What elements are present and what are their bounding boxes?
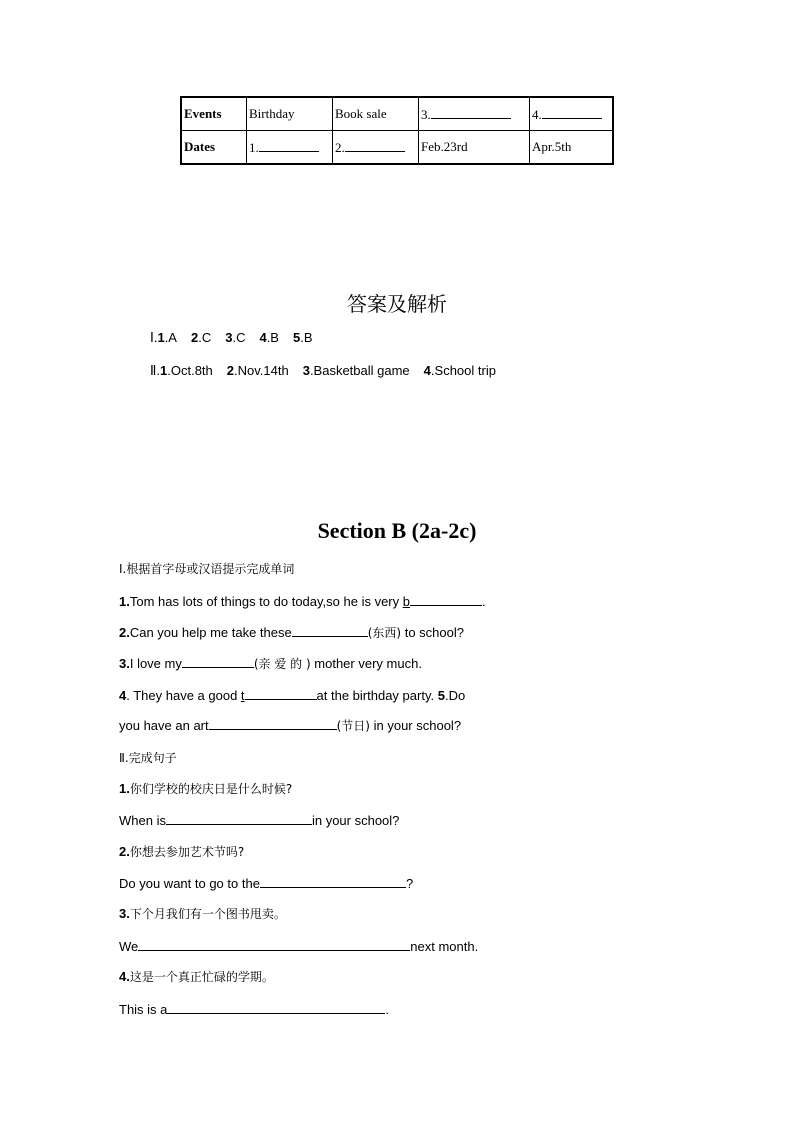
chinese-sentence: 你们学校的校庆日是什么时候? <box>129 782 293 796</box>
question-number: 1. <box>119 594 130 609</box>
answer-blank[interactable] <box>245 686 317 700</box>
answer-number: 4 <box>423 363 431 378</box>
answer-number: 3 <box>225 330 233 345</box>
question-text: .Do <box>444 688 466 703</box>
question-4 <box>119 686 465 703</box>
answers-part1 <box>150 330 313 346</box>
answer-blank[interactable] <box>259 138 319 152</box>
question-text: This is a <box>119 1002 168 1017</box>
question-text: We <box>119 939 139 954</box>
answer-blank[interactable] <box>345 138 405 152</box>
question-text: in your school? <box>311 813 400 828</box>
answer-blank[interactable] <box>166 811 312 825</box>
chinese-hint: (节日) <box>336 719 370 733</box>
question-text: . <box>481 594 486 609</box>
answer-blank[interactable] <box>410 592 482 606</box>
blank-number: 4. <box>532 107 542 122</box>
sentence-1-chinese <box>119 780 292 797</box>
row-header-dates: Dates <box>181 131 247 165</box>
answer-number: 1 <box>157 330 165 345</box>
answer-number: 2 <box>226 363 235 378</box>
answer-blank[interactable] <box>431 105 511 119</box>
question-text: Can you help me take these <box>129 625 292 640</box>
answer-text: .C <box>198 330 212 345</box>
chinese-sentence: 这是一个真正忙碌的学期。 <box>129 970 274 984</box>
question-number: 3. <box>119 906 130 921</box>
question-text: ? <box>405 876 414 891</box>
question-5 <box>119 716 461 734</box>
answer-text: .B <box>266 330 279 345</box>
sentence-4-english <box>119 1000 389 1017</box>
question-text: . <box>385 1002 390 1017</box>
answer-blank[interactable] <box>292 623 368 637</box>
table-cell <box>530 97 614 131</box>
table-cell: Book sale <box>333 97 419 131</box>
table-cell: Feb.23rd <box>419 131 530 165</box>
question-text: mother very much. <box>310 656 422 671</box>
question-3 <box>119 654 422 672</box>
part1-heading: Ⅰ.根据首字母或汉语提示完成单词 <box>119 562 295 576</box>
answer-text: .B <box>300 330 313 345</box>
table-cell: Birthday <box>247 97 333 131</box>
question-2 <box>119 623 464 641</box>
answer-text: .C <box>232 330 246 345</box>
table-row <box>181 131 613 165</box>
question-text: Tom has lots of things to do today,so he is very <box>129 594 403 609</box>
question-text: you have an art <box>119 718 209 733</box>
hint-letter: b <box>402 594 410 609</box>
answer-text: .Oct.8th <box>167 363 213 378</box>
question-number: 2. <box>119 844 130 859</box>
table-row <box>181 97 613 131</box>
question-number: 5 <box>437 688 445 703</box>
chinese-hint: (东西) <box>367 626 402 640</box>
question-number: 4 <box>119 688 127 703</box>
part-label: Ⅰ. <box>150 330 158 345</box>
part-label: Ⅱ. <box>150 363 161 378</box>
table-cell <box>419 97 530 131</box>
table-cell <box>247 131 333 165</box>
answers-part2 <box>150 363 496 379</box>
answer-text: .A <box>164 330 177 345</box>
hint-letter: t <box>240 688 245 703</box>
events-table <box>180 96 614 165</box>
question-number: 2. <box>119 625 130 640</box>
question-text: at the birthday party. <box>316 688 438 703</box>
answer-text: .School trip <box>430 363 496 378</box>
answer-blank[interactable] <box>138 937 410 951</box>
answer-blank[interactable] <box>182 654 254 668</box>
sentence-2-english <box>119 874 413 891</box>
answer-number: 5 <box>292 330 301 345</box>
question-text: to school? <box>401 625 464 640</box>
question-number: 1. <box>119 781 130 796</box>
sentence-4-chinese <box>119 968 274 985</box>
question-1 <box>119 592 486 609</box>
answer-number: 1 <box>160 363 168 378</box>
answer-blank[interactable] <box>260 874 406 888</box>
answer-text: .Basketball game <box>309 363 410 378</box>
answers-title: 答案及解析 <box>347 292 447 316</box>
chinese-sentence: 你想去参加艺术节吗? <box>129 845 245 859</box>
table-cell: Apr.5th <box>530 131 614 165</box>
question-number: 4. <box>119 969 130 984</box>
chinese-hint: (亲 爱 的 ) <box>253 657 311 671</box>
row-header-events: Events <box>181 97 247 131</box>
question-text: next month. <box>410 939 479 954</box>
answer-number: 3 <box>302 363 310 378</box>
question-number: 3. <box>119 656 130 671</box>
answer-number: 4 <box>259 330 267 345</box>
answer-blank[interactable] <box>209 716 337 730</box>
part2-heading: Ⅱ.完成句子 <box>119 751 177 765</box>
sentence-1-english <box>119 811 399 828</box>
question-text: in your school? <box>370 718 462 733</box>
answer-blank[interactable] <box>167 1000 385 1014</box>
question-text: . They have a good <box>126 688 241 703</box>
blank-number: 1. <box>249 140 259 155</box>
sentence-3-english <box>119 937 478 954</box>
blank-number: 2. <box>335 140 345 155</box>
table-cell <box>333 131 419 165</box>
blank-number: 3. <box>421 107 431 122</box>
answer-text: .Nov.14th <box>234 363 289 378</box>
chinese-sentence: 下个月我们有一个图书甩卖。 <box>129 907 286 921</box>
question-text: I love my <box>129 656 182 671</box>
answer-blank[interactable] <box>542 105 602 119</box>
sentence-3-chinese <box>119 905 286 922</box>
answer-number: 2 <box>190 330 199 345</box>
question-text: Do you want to go to the <box>119 876 260 891</box>
question-text: When is <box>119 813 166 828</box>
section-title: Section B (2a-2c) <box>317 518 477 543</box>
sentence-2-chinese <box>119 843 244 860</box>
